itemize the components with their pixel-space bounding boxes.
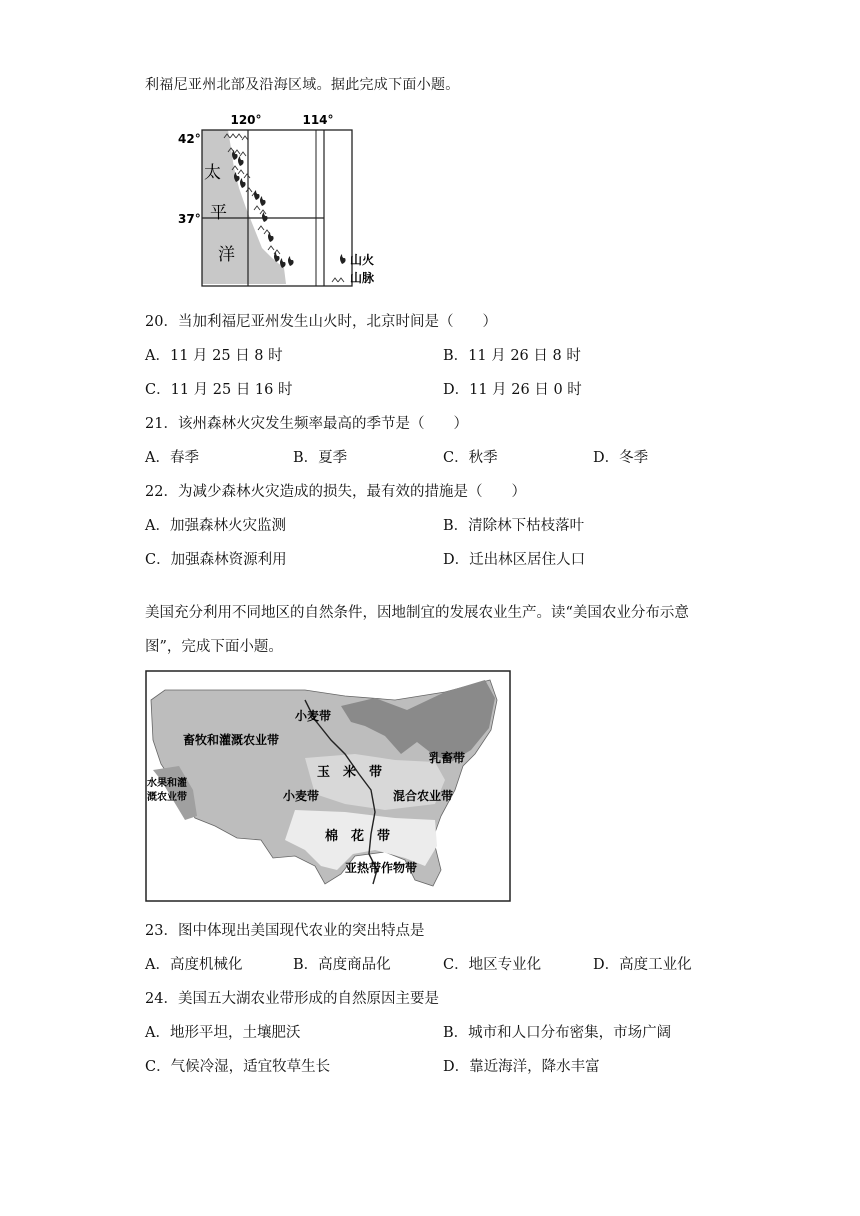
legend-fire-label: 山火 (350, 253, 375, 267)
question-21-stem: 21．该州森林火灾发生频率最高的季节是（ ） (145, 416, 468, 432)
question-21-option-b[interactable]: B．夏季 (293, 450, 348, 466)
question-22-option-c[interactable]: C．加强森林资源利用 (145, 552, 287, 568)
question-20-option-c[interactable]: C．11 月 25 日 16 时 (145, 382, 293, 398)
question-22-option-d[interactable]: D．迁出林区居住人口 (443, 552, 586, 568)
label-cotton-belt: 棉 花 带 (325, 829, 391, 844)
question-23-stem: 23．图中体现出美国现代农业的突出特点是 (145, 923, 425, 939)
intro-text-top: 利福尼亚州北部及沿海区域。据此完成下面小题。 (145, 77, 460, 93)
ocean-char-3: 洋 (218, 245, 235, 265)
question-23-option-d[interactable]: D．高度工业化 (593, 957, 692, 973)
ocean-char-2: 平 (210, 203, 227, 223)
label-subtropical-crops-belt: 亚热带作物带 (345, 861, 418, 875)
lon-label-120: 120° (230, 113, 262, 127)
question-20-stem: 20．当加利福尼亚州发生山火时，北京时间是（ ） (145, 314, 497, 330)
question-20-option-a[interactable]: A．11 月 25 日 8 时 (145, 348, 283, 364)
question-21-option-c[interactable]: C．秋季 (443, 450, 498, 466)
label-fruit-irrigation-2: 溉农业带 (147, 792, 187, 803)
question-22-option-b[interactable]: B．清除林下枯枝落叶 (443, 518, 585, 534)
question-20-option-b[interactable]: B．11 月 26 日 8 时 (443, 348, 581, 364)
intro-text-usa: 美国充分利用不同地区的自然条件，因地制宜的发展农业生产。读“美国农业分布示意图”，完成下面小题。 (145, 605, 689, 655)
label-fruit-irrigation-1: 水果和灌 (147, 778, 187, 789)
question-23-option-a[interactable]: A．高度机械化 (145, 957, 243, 973)
question-21-option-a[interactable]: A．春季 (145, 450, 199, 466)
ocean-char-1: 太 (204, 163, 221, 183)
label-dairy-belt: 乳畜带 (429, 751, 466, 765)
question-23-option-c[interactable]: C．地区专业化 (443, 957, 542, 973)
question-24-option-a[interactable]: A．地形平坦，土壤肥沃 (145, 1025, 301, 1041)
lat-label-42: 42° (178, 132, 201, 146)
label-corn-belt: 玉 米 带 (317, 765, 383, 780)
california-wildfire-map (176, 108, 396, 290)
lat-label-37: 37° (178, 212, 201, 226)
question-24-option-b[interactable]: B．城市和人口分布密集，市场广阔 (443, 1025, 672, 1041)
label-wheat-belt-north: 小麦带 (295, 709, 332, 723)
label-wheat-belt-south: 小麦带 (283, 789, 320, 803)
question-24-option-c[interactable]: C．气候冷湿，适宜牧草生长 (145, 1059, 331, 1075)
label-ranch-irrigation-belt: 畜牧和灌溉农业带 (183, 733, 280, 747)
question-21-option-d[interactable]: D．冬季 (593, 450, 649, 466)
question-24-option-d[interactable]: D．靠近海洋，降水丰富 (443, 1059, 600, 1075)
question-20-option-d[interactable]: D．11 月 26 日 0 时 (443, 382, 582, 398)
legend-mountain-label: 山脉 (350, 271, 375, 285)
lon-label-114: 114° (302, 113, 334, 127)
question-22-stem: 22．为减少森林火灾造成的损失，最有效的措施是（ ） (145, 484, 526, 500)
question-24-stem: 24．美国五大湖农业带形成的自然原因主要是 (145, 991, 439, 1007)
label-mixed-farming-belt: 混合农业带 (393, 789, 454, 803)
question-22-option-a[interactable]: A．加强森林火灾监测 (145, 518, 286, 534)
question-23-option-b[interactable]: B．高度商品化 (293, 957, 391, 973)
usa-agriculture-map (145, 670, 511, 902)
